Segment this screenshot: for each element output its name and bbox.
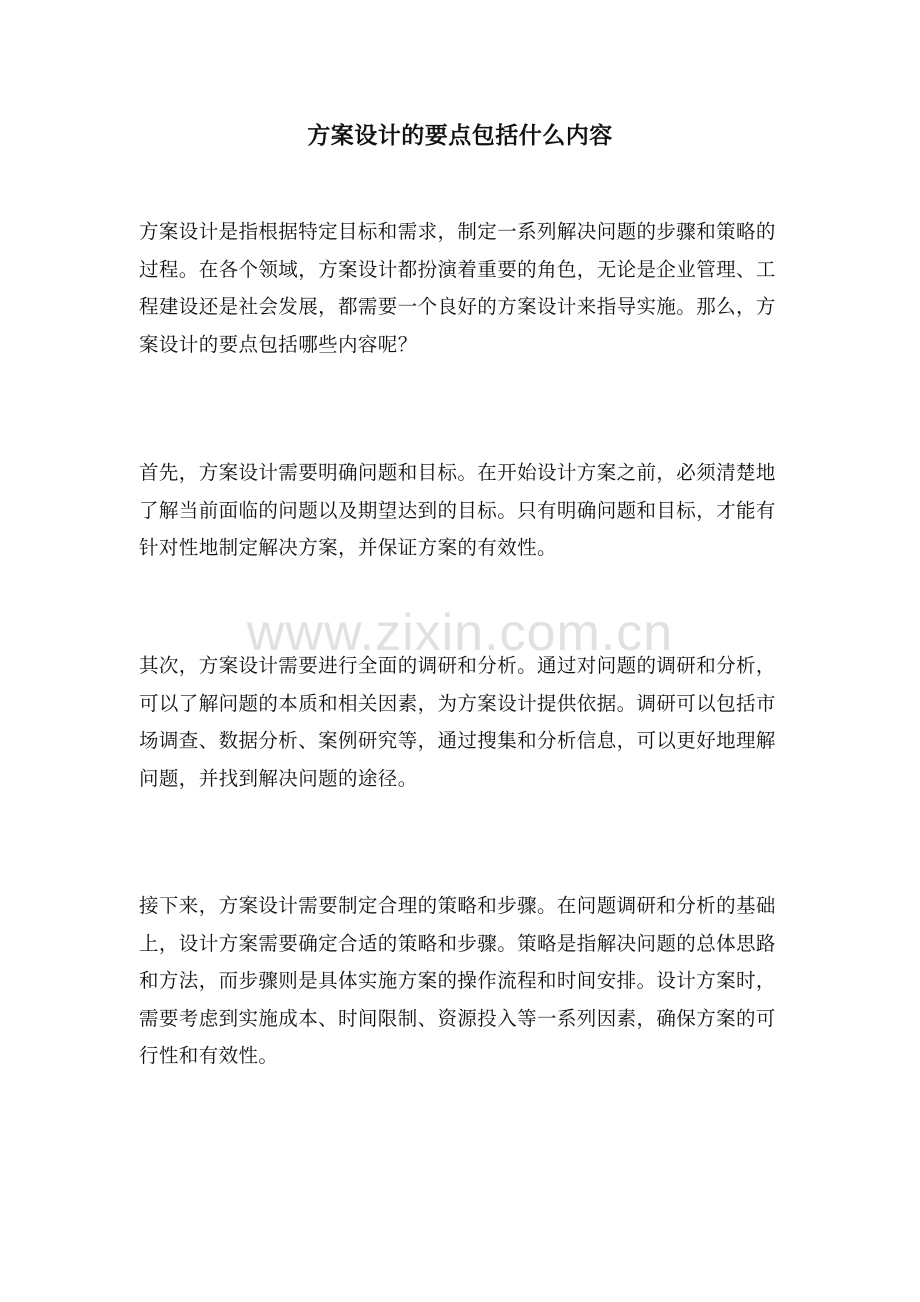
- document-title: 方案设计的要点包括什么内容: [307, 122, 613, 149]
- paragraph-next: 接下来，方案设计需要制定合理的策略和步骤。在问题调研和分析的基础上，设计方案需要确定合适的策略和步骤。策略是指解决问题的总体思路和方法，而步骤则是具体实施方案的操作流程和时间安排。设计方案时，需要考虑到实施成本、时间限制、资源投入等一系列因素，确保方案的可行性和有效性。: [139, 894, 776, 1067]
- paragraph-intro: 方案设计是指根据特定目标和需求，制定一系列解决问题的步骤和策略的过程。在各个领域，方案设计都扮演着重要的角色，无论是企业管理、工程建设还是社会发展，都需要一个良好的方案设计来指导实施。那么，方案设计的要点包括哪些内容呢？: [139, 220, 776, 356]
- paragraph-first: 首先，方案设计需要明确问题和目标。在开始设计方案之前，必须清楚地了解当前面临的问题以及期望达到的目标。只有明确问题和目标，才能有针对性地制定解决方案，并保证方案的有效性。: [139, 461, 776, 559]
- paragraph-second: 其次，方案设计需要进行全面的调研和分析。通过对问题的调研和分析，可以了解问题的本质和相关因素，为方案设计提供依据。调研可以包括市场调查、数据分析、案例研究等，通过搜集和分析信息，可以更好地理解问题，并找到解决问题的途径。: [139, 654, 776, 790]
- watermark: www.zixin.com.cn: [246, 604, 674, 662]
